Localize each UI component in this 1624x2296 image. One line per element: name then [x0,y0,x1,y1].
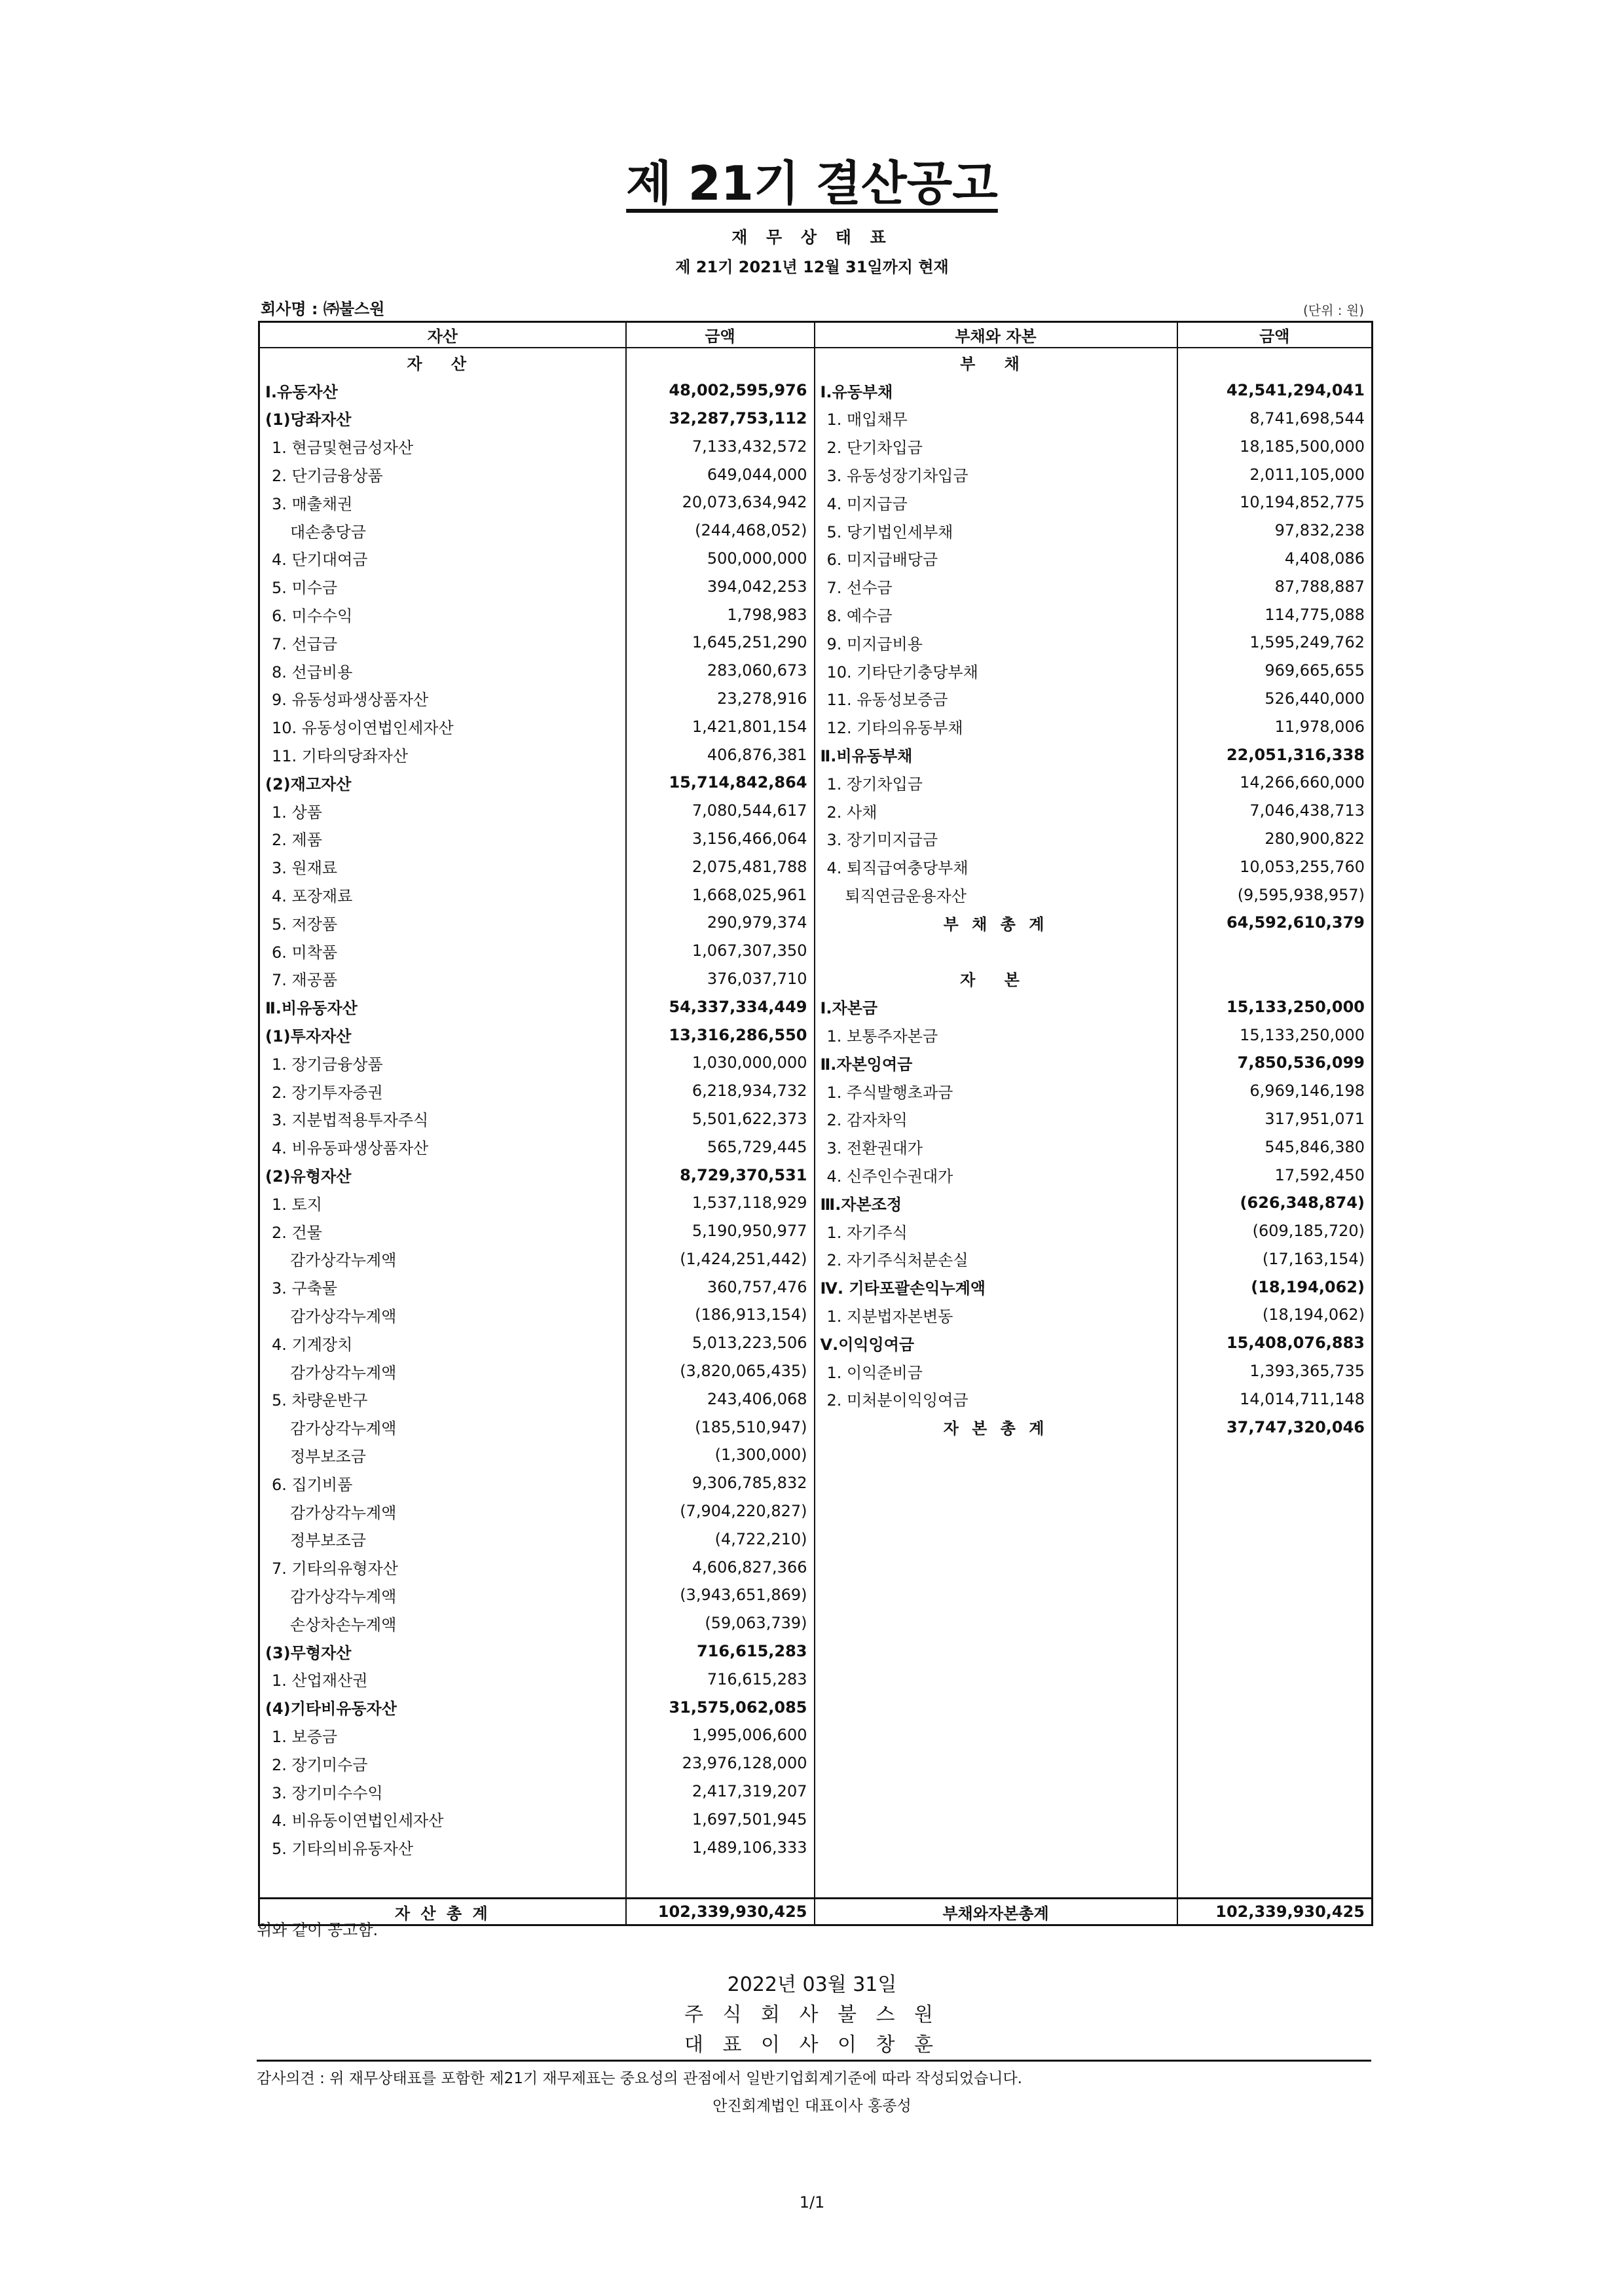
statement-name: 재 무 상 태 표 [731,228,893,247]
liability-equity-amount: 526,440,000 [1177,685,1373,713]
asset-label: 7. 기타의유형자산 [259,1553,626,1581]
table-row [259,1637,1373,1666]
liability-equity-label [815,1441,1177,1469]
asset-amount: (244,468,052) [626,517,815,545]
liability-equity-label: 부 채 총 계 [815,909,1177,937]
spacer-row [259,1861,1373,1899]
liability-equity-amount: 545,846,380 [1177,1133,1373,1161]
liability-equity-label: 2. 자기주식처분손실 [815,1245,1177,1273]
asset-label: 1. 보증금 [259,1721,626,1749]
table-row [259,1833,1373,1861]
liability-equity-amount: 10,194,852,775 [1177,488,1373,517]
liability-equity-amount [1177,965,1373,993]
asset-amount: 23,278,916 [626,685,815,713]
table-row [259,545,1373,573]
liability-equity-label: Ⅴ.이익잉여금 [815,1329,1177,1357]
liability-equity-label: 2. 미처분이익잉여금 [815,1385,1177,1413]
table-row [259,1077,1373,1105]
signing-ceo: 대 표 이 사 이 창 훈 [684,2033,940,2056]
asset-label: 5. 차량운반구 [259,1385,626,1413]
liability-equity-label: 1. 장기차입금 [815,769,1177,797]
table-row [259,1329,1373,1357]
asset-label: 4. 비유동이연법인세자산 [259,1805,626,1833]
company-name: 회사명 : ㈜불스원 [261,300,385,318]
liability-equity-label: 9. 미지급비용 [815,629,1177,657]
asset-amount: 1,668,025,961 [626,881,815,909]
asset-label: 2. 장기미수금 [259,1749,626,1777]
table-row [259,881,1373,909]
asset-amount: (186,913,154) [626,1301,815,1329]
liability-equity-amount [1177,1665,1373,1693]
liability-equity-amount: 1,595,249,762 [1177,629,1373,657]
liability-equity-amount: 4,408,086 [1177,545,1373,573]
liability-equity-amount [1177,1441,1373,1469]
asset-label: 정부보조금 [259,1441,626,1469]
liability-equity-label: 1. 이익준비금 [815,1357,1177,1385]
asset-amount: 1,537,118,929 [626,1189,815,1217]
liability-equity-label: 4. 미지급금 [815,488,1177,517]
liability-equity-amount: 7,850,536,099 [1177,1049,1373,1077]
liability-equity-label: Ⅰ.유동부채 [815,376,1177,405]
table-row [259,825,1373,853]
asset-amount: 1,798,983 [626,600,815,629]
table-row [259,572,1373,600]
liability-equity-amount: 42,541,294,041 [1177,376,1373,405]
liability-equity-amount: 1,393,365,735 [1177,1357,1373,1385]
asset-amount: 5,013,223,506 [626,1329,815,1357]
liability-equity-label: 1. 매입채무 [815,405,1177,433]
table-body [259,348,1373,1861]
liability-equity-amount [1177,1553,1373,1581]
liability-equity-label: 2. 사채 [815,797,1177,825]
statement-period: 제 21기 2021년 12월 31일까지 현재 [675,258,949,276]
header-assets: 자산 [259,322,626,348]
liability-equity-label [815,1805,1177,1833]
liability-equity-amount [1177,1693,1373,1721]
table-row [259,1441,1373,1469]
table-row [259,937,1373,965]
asset-amount: 283,060,673 [626,657,815,685]
liability-equity-amount: (609,185,720) [1177,1217,1373,1245]
table-row [259,348,1373,376]
asset-amount [626,348,815,376]
liability-equity-amount [1177,1525,1373,1553]
liability-equity-label [815,1609,1177,1637]
liability-equity-amount [1177,1777,1373,1806]
asset-amount: (1,424,251,442) [626,1245,815,1273]
asset-label: 대손충당금 [259,517,626,545]
table-row [259,1161,1373,1189]
asset-amount: 290,979,374 [626,909,815,937]
asset-amount: 376,037,710 [626,965,815,993]
table-row [259,1777,1373,1806]
announcement-note: 위와 같이 공고함. [257,1921,378,1939]
table-row [259,1189,1373,1217]
table-row [259,1021,1373,1049]
asset-amount: 8,729,370,531 [626,1161,815,1189]
total-le-value: 102,339,930,425 [1177,1899,1373,1925]
liability-equity-label: 8. 예수금 [815,600,1177,629]
asset-amount: 5,190,950,977 [626,1217,815,1245]
asset-label: 7. 재공품 [259,965,626,993]
asset-label: 8. 선급비용 [259,657,626,685]
asset-amount: 4,606,827,366 [626,1553,815,1581]
liability-equity-amount: 6,969,146,198 [1177,1077,1373,1105]
grand-total-row [259,1899,1373,1925]
asset-amount: 2,417,319,207 [626,1777,815,1806]
liability-equity-amount [1177,937,1373,965]
page-number: 1/1 [799,2193,825,2212]
asset-label: 감가상각누계액 [259,1357,626,1385]
liability-equity-label: Ⅱ.자본잉여금 [815,1049,1177,1077]
liability-equity-amount: 280,900,822 [1177,825,1373,853]
asset-amount: 1,489,106,333 [626,1833,815,1861]
table-row [259,1413,1373,1441]
table-row [259,629,1373,657]
table-row [259,965,1373,993]
liability-equity-amount [1177,1581,1373,1609]
liability-equity-label [815,1721,1177,1749]
asset-amount: 243,406,068 [626,1385,815,1413]
asset-label: 6. 집기비품 [259,1469,626,1497]
asset-label: 자 산 [259,348,626,376]
asset-amount: 13,316,286,550 [626,1021,815,1049]
table-row [259,685,1373,713]
table-row [259,1749,1373,1777]
liability-equity-amount: 87,788,887 [1177,572,1373,600]
table-row [259,712,1373,740]
liability-equity-amount: 114,775,088 [1177,600,1373,629]
liability-equity-label: 자 본 [815,965,1177,993]
liability-equity-amount [1177,1637,1373,1666]
asset-amount: (7,904,220,827) [626,1497,815,1525]
liability-equity-label: 11. 유동성보증금 [815,685,1177,713]
asset-label: 6. 미착품 [259,937,626,965]
asset-amount: (4,722,210) [626,1525,815,1553]
asset-label: 1. 토지 [259,1189,626,1217]
asset-label: 4. 포장재료 [259,881,626,909]
asset-amount: 15,714,842,864 [626,769,815,797]
asset-label: 2. 장기투자증권 [259,1077,626,1105]
liability-equity-amount: (9,595,938,957) [1177,881,1373,909]
liability-equity-label: 2. 단기차입금 [815,432,1177,460]
table-row [259,1805,1373,1833]
liability-equity-amount: 37,747,320,046 [1177,1413,1373,1441]
table-row [259,740,1373,769]
liability-equity-label [815,1553,1177,1581]
table-row [259,1693,1373,1721]
liability-equity-label: Ⅲ.자본조정 [815,1189,1177,1217]
asset-amount: 1,995,006,600 [626,1721,815,1749]
liability-equity-label: 1. 보통주자본금 [815,1021,1177,1049]
liability-equity-amount: 14,266,660,000 [1177,769,1373,797]
table-row [259,600,1373,629]
liability-equity-amount [1177,1749,1373,1777]
table-row [259,993,1373,1021]
liability-equity-amount [1177,1721,1373,1749]
header-amount-left: 금액 [626,322,815,348]
asset-label: (1)투자자산 [259,1021,626,1049]
liability-equity-amount: (626,348,874) [1177,1189,1373,1217]
audit-opinion: 감사의견 : 위 재무상태표를 포함한 제21기 재무제표는 중요성의 관점에서 일반기업회계기준에 따라 작성되었습니다. [257,2070,1022,2087]
table-row [259,1273,1373,1301]
asset-amount: 48,002,595,976 [626,376,815,405]
asset-label: 3. 구축물 [259,1273,626,1301]
auditor-name: 안진회계법인 대표이사 홍종성 [712,2098,912,2115]
asset-label: 감가상각누계액 [259,1497,626,1525]
asset-label: 10. 유동성이연법인세자산 [259,712,626,740]
asset-label: 3. 매출채권 [259,488,626,517]
asset-amount: 716,615,283 [626,1637,815,1666]
asset-label: (4)기타비유동자산 [259,1693,626,1721]
liability-equity-label [815,1777,1177,1806]
asset-amount: 7,133,432,572 [626,432,815,460]
total-assets-value: 102,339,930,425 [626,1899,815,1925]
liability-equity-label: Ⅰ.자본금 [815,993,1177,1021]
asset-label: 6. 미수수익 [259,600,626,629]
asset-label: 1. 현금및현금성자산 [259,432,626,460]
asset-amount: 20,073,634,942 [626,488,815,517]
table-row [259,1133,1373,1161]
asset-label: 3. 지분법적용투자주식 [259,1105,626,1133]
table-row [259,1721,1373,1749]
liability-equity-label [815,1637,1177,1666]
asset-label: 4. 단기대여금 [259,545,626,573]
liability-equity-amount: 11,978,006 [1177,712,1373,740]
asset-amount: 716,615,283 [626,1665,815,1693]
asset-label: Ⅰ.유동자산 [259,376,626,405]
liability-equity-label: Ⅱ.비유동부채 [815,740,1177,769]
asset-amount: 1,067,307,350 [626,937,815,965]
liability-equity-amount: 22,051,316,338 [1177,740,1373,769]
table-row [259,769,1373,797]
liability-equity-amount: (18,194,062) [1177,1273,1373,1301]
asset-amount: 2,075,481,788 [626,852,815,881]
asset-label: 11. 기타의당좌자산 [259,740,626,769]
asset-label: (3)무형자산 [259,1637,626,1666]
liability-equity-label: 4. 신주인수권대가 [815,1161,1177,1189]
liability-equity-amount: 15,133,250,000 [1177,1021,1373,1049]
liability-equity-amount: 14,014,711,148 [1177,1385,1373,1413]
liability-equity-label: 2. 감자차익 [815,1105,1177,1133]
asset-label: 2. 단기금융상품 [259,460,626,488]
table-row [259,1385,1373,1413]
asset-label: 감가상각누계액 [259,1245,626,1273]
asset-amount: 500,000,000 [626,545,815,573]
liability-equity-label [815,937,1177,965]
table-row [259,1553,1373,1581]
asset-amount: 7,080,544,617 [626,797,815,825]
asset-amount: 394,042,253 [626,572,815,600]
asset-amount: (1,300,000) [626,1441,815,1469]
divider [257,2060,1371,2062]
table-row [259,909,1373,937]
asset-label: 감가상각누계액 [259,1581,626,1609]
liability-equity-label: 3. 유동성장기차입금 [815,460,1177,488]
table-row [259,1525,1373,1553]
announcement-date: 2022년 03월 31일 [727,1973,897,1996]
asset-label: 감가상각누계액 [259,1413,626,1441]
table-row [259,1245,1373,1273]
asset-amount: 32,287,753,112 [626,405,815,433]
asset-amount: 3,156,466,064 [626,825,815,853]
liability-equity-amount: 97,832,238 [1177,517,1373,545]
asset-label: (1)당좌자산 [259,405,626,433]
liability-equity-label: 1. 지분법자본변동 [815,1301,1177,1329]
table-row [259,405,1373,433]
asset-amount: 565,729,445 [626,1133,815,1161]
asset-label: 정부보조금 [259,1525,626,1553]
balance-sheet-table [258,321,1373,1926]
table-row [259,1105,1373,1133]
liability-equity-label [815,1469,1177,1497]
asset-amount: 406,876,381 [626,740,815,769]
asset-amount: 23,976,128,000 [626,1749,815,1777]
asset-amount: (3,820,065,435) [626,1357,815,1385]
liability-equity-amount [1177,1805,1373,1833]
asset-amount: 1,421,801,154 [626,712,815,740]
liability-equity-label: 5. 당기법인세부채 [815,517,1177,545]
table-row [259,1609,1373,1637]
liability-equity-amount [1177,1833,1373,1861]
asset-label: 4. 비유동파생상품자산 [259,1133,626,1161]
page-title: 제 21기 결산공고 [626,156,998,211]
liability-equity-label [815,1665,1177,1693]
asset-label: 1. 산업재산권 [259,1665,626,1693]
asset-amount: 6,218,934,732 [626,1077,815,1105]
total-le-label: 부채와자본총계 [815,1899,1177,1925]
table-row [259,1049,1373,1077]
asset-amount: 54,337,334,449 [626,993,815,1021]
liability-equity-label: 1. 주식발행초과금 [815,1077,1177,1105]
asset-label: 5. 기타의비유동자산 [259,1833,626,1861]
liability-equity-label: 7. 선수금 [815,572,1177,600]
liability-equity-amount [1177,348,1373,376]
asset-label: 손상차손누계액 [259,1609,626,1637]
table-row [259,376,1373,405]
asset-amount: 1,697,501,945 [626,1805,815,1833]
liability-equity-label: 부 채 [815,348,1177,376]
asset-label: 3. 장기미수수익 [259,1777,626,1806]
table-row [259,657,1373,685]
asset-label: 1. 상품 [259,797,626,825]
asset-amount: 360,757,476 [626,1273,815,1301]
liability-equity-label: 6. 미지급배당금 [815,545,1177,573]
asset-label: 4. 기계장치 [259,1329,626,1357]
asset-amount: 5,501,622,373 [626,1105,815,1133]
table-row [259,1357,1373,1385]
asset-label: 5. 저장품 [259,909,626,937]
liability-equity-label: 3. 장기미지급금 [815,825,1177,853]
asset-label: (2)유형자산 [259,1161,626,1189]
asset-amount: (185,510,947) [626,1413,815,1441]
table-row [259,1217,1373,1245]
table-row [259,517,1373,545]
asset-amount: 31,575,062,085 [626,1693,815,1721]
asset-label: 2. 건물 [259,1217,626,1245]
liability-equity-amount [1177,1469,1373,1497]
table-row [259,432,1373,460]
table-row [259,1469,1373,1497]
table-row [259,1301,1373,1329]
header-liabilities-equity: 부채와 자본 [815,322,1177,348]
asset-amount: (3,943,651,869) [626,1581,815,1609]
asset-amount: 1,030,000,000 [626,1049,815,1077]
asset-amount: 1,645,251,290 [626,629,815,657]
liability-equity-label: 자 본 총 계 [815,1413,1177,1441]
liability-equity-amount: 969,665,655 [1177,657,1373,685]
asset-label: 3. 원재료 [259,852,626,881]
asset-label: 9. 유동성파생상품자산 [259,685,626,713]
liability-equity-label: 1. 자기주식 [815,1217,1177,1245]
table-row [259,1665,1373,1693]
liability-equity-amount: 15,133,250,000 [1177,993,1373,1021]
table-row [259,460,1373,488]
asset-amount: (59,063,739) [626,1609,815,1637]
table-row [259,488,1373,517]
asset-label: 7. 선급금 [259,629,626,657]
asset-label: 2. 제품 [259,825,626,853]
signing-company: 주 식 회 사 불 스 원 [684,2003,940,2026]
liability-equity-amount: 8,741,698,544 [1177,405,1373,433]
liability-equity-label: Ⅳ. 기타포괄손익누계액 [815,1273,1177,1301]
liability-equity-label [815,1833,1177,1861]
liability-equity-label: 12. 기타의유동부채 [815,712,1177,740]
liability-equity-label [815,1581,1177,1609]
liability-equity-amount: 18,185,500,000 [1177,432,1373,460]
header-amount-right: 금액 [1177,322,1373,348]
table-header-row [259,322,1373,348]
total-assets-label: 자 산 총 계 [259,1899,626,1925]
liability-equity-label [815,1497,1177,1525]
table-row [259,1497,1373,1525]
asset-label: 감가상각누계액 [259,1301,626,1329]
liability-equity-amount: (17,163,154) [1177,1245,1373,1273]
asset-label: (2)재고자산 [259,769,626,797]
liability-equity-amount [1177,1609,1373,1637]
asset-amount: 649,044,000 [626,460,815,488]
table-row [259,797,1373,825]
liability-equity-label: 4. 퇴직급여충당부채 [815,852,1177,881]
asset-label: Ⅱ.비유동자산 [259,993,626,1021]
liability-equity-amount: 64,592,610,379 [1177,909,1373,937]
liability-equity-amount: 7,046,438,713 [1177,797,1373,825]
liability-equity-amount: 317,951,071 [1177,1105,1373,1133]
liability-equity-amount: 2,011,105,000 [1177,460,1373,488]
liability-equity-label [815,1525,1177,1553]
asset-label: 5. 미수금 [259,572,626,600]
table-row [259,852,1373,881]
unit-label: (단위 : 원) [1303,302,1365,318]
liability-equity-amount: 10,053,255,760 [1177,852,1373,881]
liability-equity-label: 10. 기타단기충당부채 [815,657,1177,685]
liability-equity-amount: (18,194,062) [1177,1301,1373,1329]
liability-equity-label: 퇴직연금운용자산 [815,881,1177,909]
liability-equity-amount: 17,592,450 [1177,1161,1373,1189]
table-row [259,1581,1373,1609]
asset-label: 1. 장기금융상품 [259,1049,626,1077]
liability-equity-label: 3. 전환권대가 [815,1133,1177,1161]
liability-equity-label [815,1693,1177,1721]
liability-equity-amount [1177,1497,1373,1525]
liability-equity-label [815,1749,1177,1777]
asset-amount: 9,306,785,832 [626,1469,815,1497]
liability-equity-amount: 15,408,076,883 [1177,1329,1373,1357]
